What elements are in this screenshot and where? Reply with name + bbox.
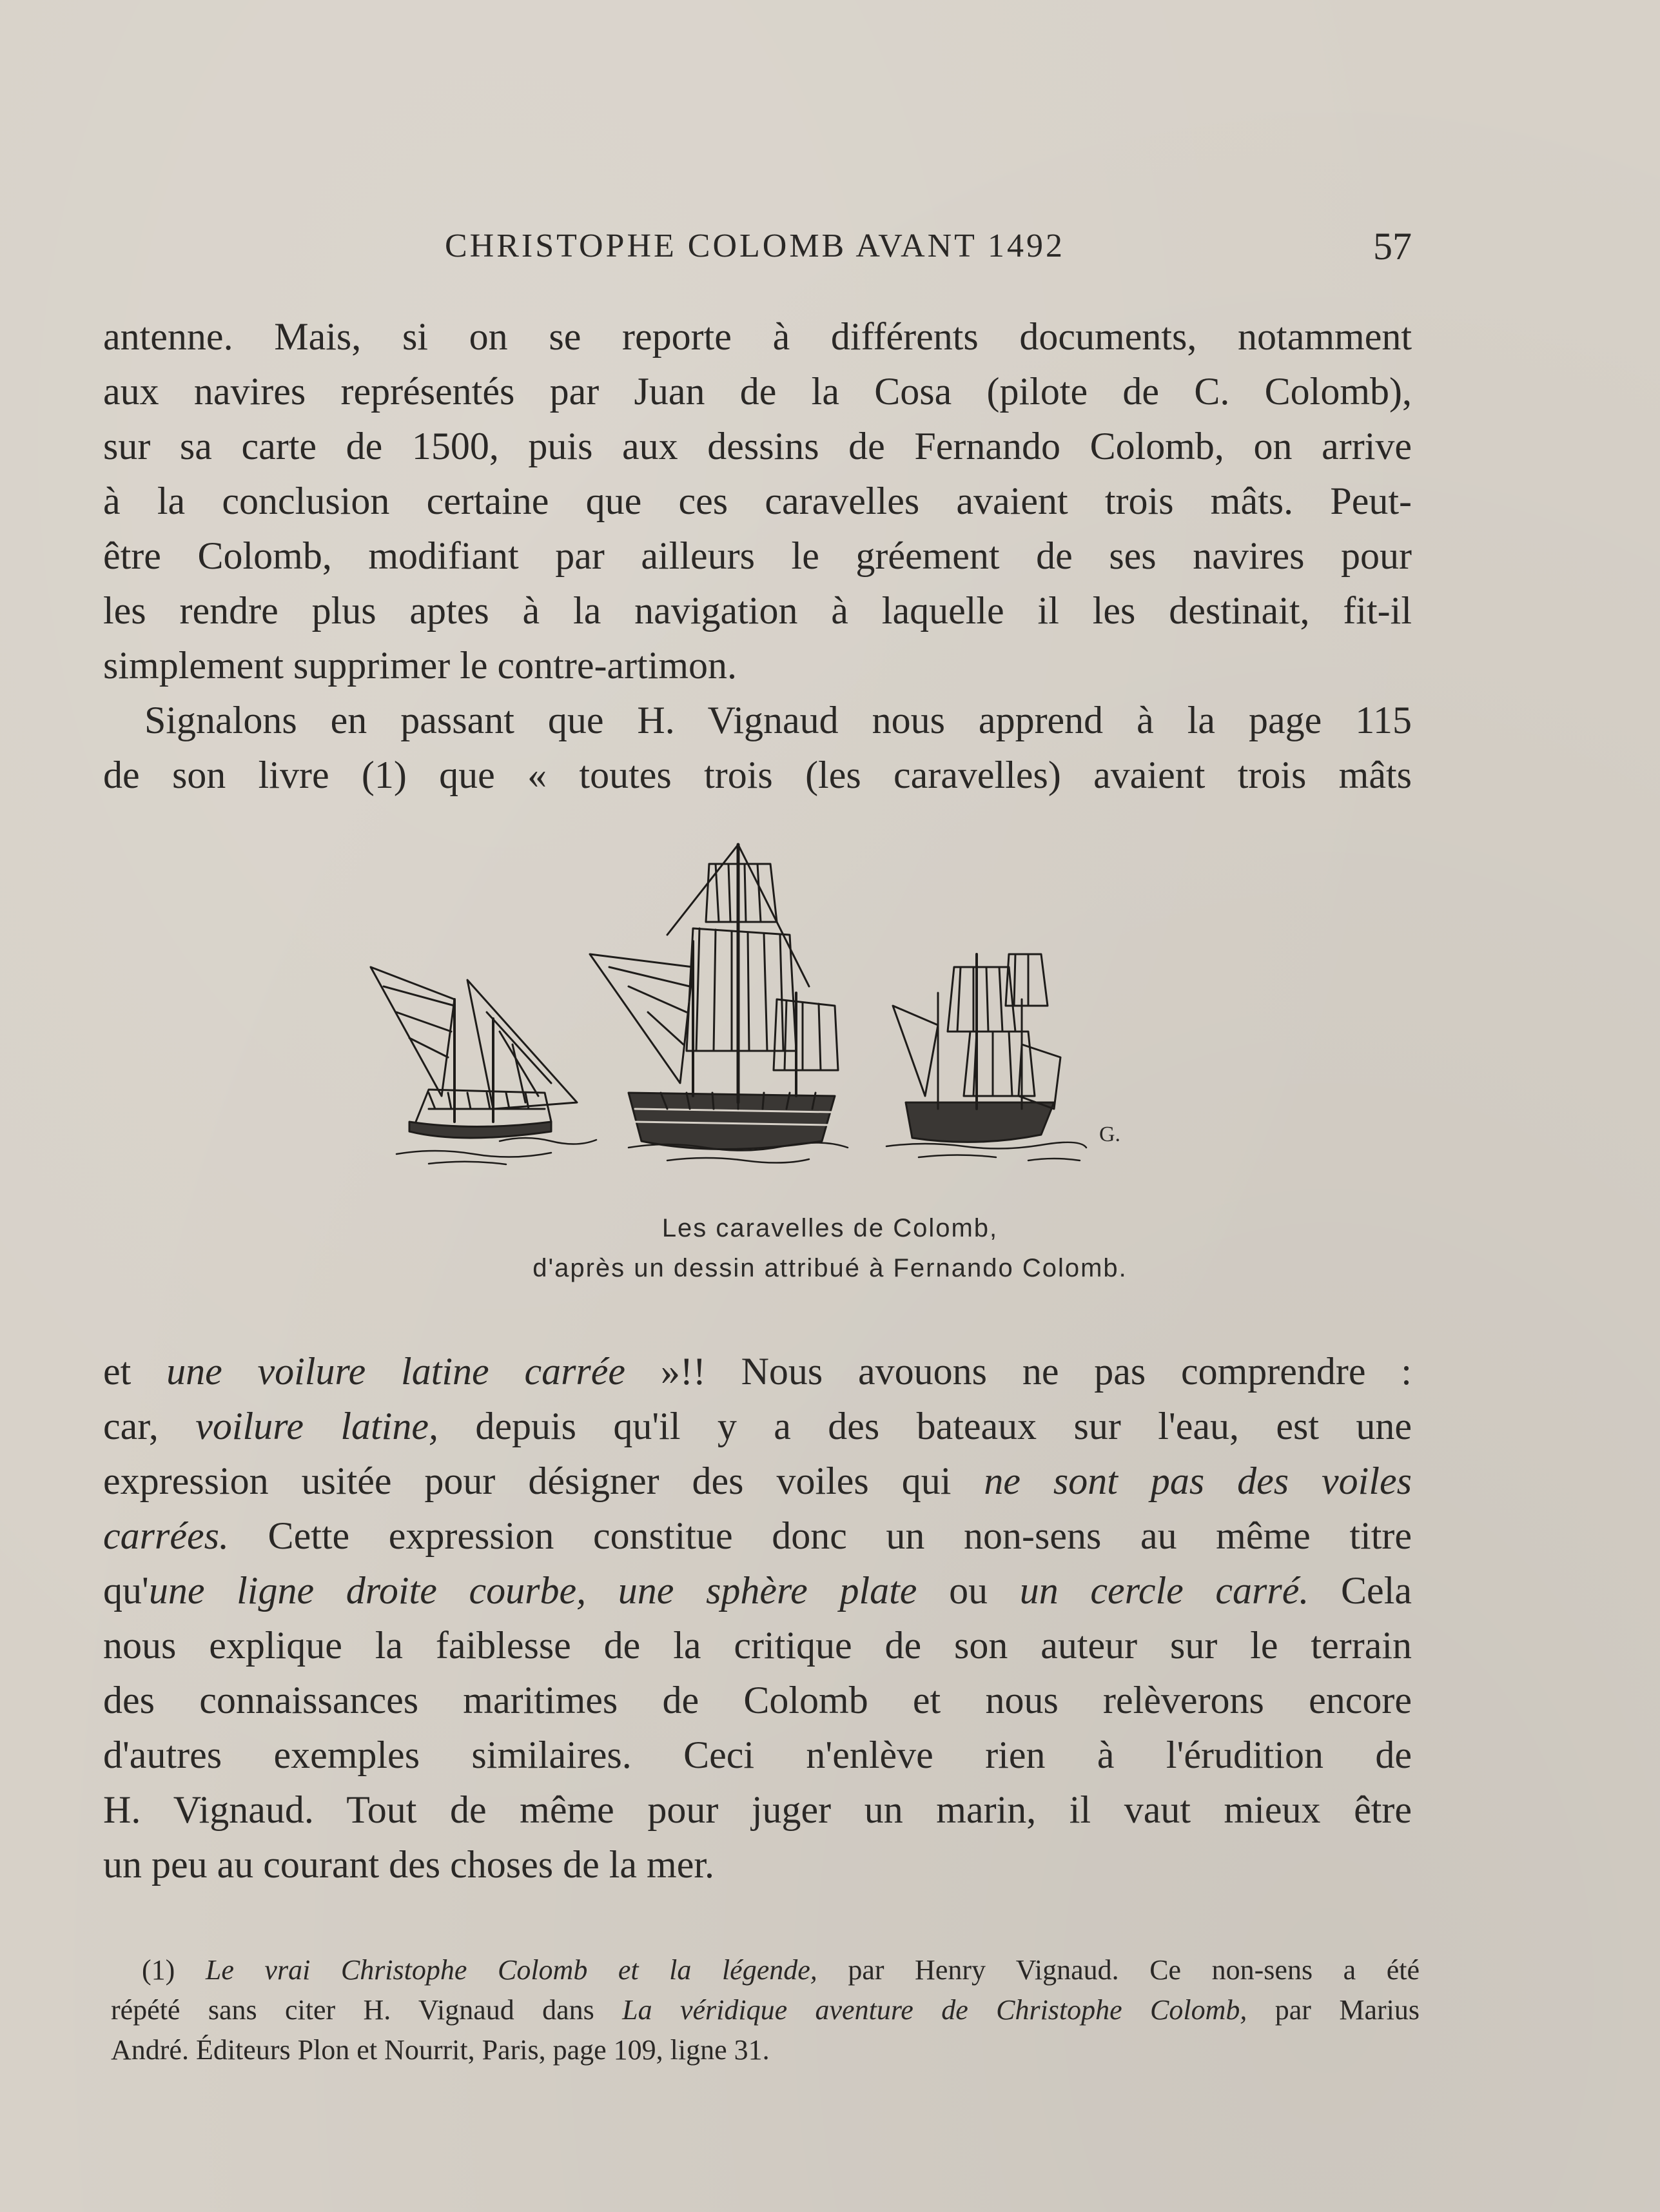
text-run: qu' xyxy=(103,1569,149,1612)
text-run: et xyxy=(103,1350,167,1393)
paragraph-line xyxy=(103,1509,1412,1563)
paragraph-line: d'autres exemples similaires. Ceci n'enlève rien à l'érudition de xyxy=(103,1734,1412,1776)
footnote-line xyxy=(111,1990,1420,2030)
text-run: par Marius xyxy=(1247,1994,1420,2026)
paragraph-line: des connaissances maritimes de Colomb et nous relèverons encore xyxy=(103,1679,1412,1721)
left-caravel-drawing xyxy=(371,967,577,1138)
paragraph-line: à la conclusion certaine que ces caravelles avaient trois mâts. Peut- xyxy=(103,480,1412,522)
footnote-line: André. Éditeurs Plon et Nourrit, Paris, page 109, ligne 31. xyxy=(111,2034,770,2066)
paragraph-line: aux navires représentés par Juan de la Cosa (pilote de C. Colomb), xyxy=(103,370,1412,413)
italic-run: voilure latine, xyxy=(195,1405,438,1447)
text-run: Cette expression constitue donc un non-sens au même titre xyxy=(228,1514,1412,1557)
page-number: 57 xyxy=(1373,225,1412,268)
paragraph-line: antenne. Mais, si on se reporte à différents documents, notamment xyxy=(103,315,1412,358)
footnote xyxy=(111,1950,1420,2070)
italic-run: La véridique aventure de Christophe Colomb, xyxy=(622,1994,1247,2026)
italic-run: une voilure latine carrée xyxy=(166,1350,626,1393)
italic-run: une ligne droite courbe, une sphère plate xyxy=(148,1569,917,1612)
paragraph-line: H. Vignaud. Tout de même pour juger un marin, il vaut mieux être xyxy=(103,1788,1412,1831)
paragraph-line: de son livre (1) que « toutes trois (les caravelles) avaient trois mâts xyxy=(103,754,1412,796)
figure-caption-line-2: d'après un dessin attribué à Fernando Colomb. xyxy=(532,1254,1128,1282)
paragraph-1 xyxy=(103,309,1412,693)
text-run: Cela xyxy=(1309,1569,1412,1612)
paragraph-line: un peu au courant des choses de la mer. xyxy=(103,1843,715,1886)
right-caravel-drawing xyxy=(893,954,1060,1142)
paragraph-line: sur sa carte de 1500, puis aux dessins de Fernando Colomb, on arrive xyxy=(103,425,1412,467)
paragraph-3 xyxy=(103,1344,1412,1892)
paragraph-line: Signalons en passant que H. Vignaud nous apprend à la page 115 xyxy=(144,699,1412,741)
text-run: répété sans citer H. Vignaud dans xyxy=(111,1994,623,2026)
caravels-illustration xyxy=(358,838,1144,1186)
paragraph-line xyxy=(103,1399,1412,1454)
text-run: par Henry Vignaud. Ce non-sens a été xyxy=(817,1954,1420,1986)
paragraph-line xyxy=(103,1454,1412,1509)
footnote-line xyxy=(111,1950,1420,1990)
running-title: CHRISTOPHE COLOMB AVANT 1492 xyxy=(445,228,1066,264)
running-head xyxy=(103,227,1412,279)
italic-run: un cercle carré. xyxy=(1019,1569,1309,1612)
paragraph-line: nous explique la faiblesse de la critique de son auteur sur le terrain xyxy=(103,1624,1412,1667)
text-run: depuis qu'il y a des bateaux sur l'eau, est une xyxy=(438,1405,1412,1447)
text-run: »!! Nous avouons ne pas comprendre : xyxy=(625,1350,1412,1393)
text-run: ou xyxy=(917,1569,1020,1612)
text-run: car, xyxy=(103,1405,196,1447)
paragraph-2 xyxy=(103,693,1412,803)
figure-caption-line-1: Les caravelles de Colomb, xyxy=(661,1214,999,1242)
artist-mark: G. xyxy=(1099,1122,1121,1146)
paragraph-line: les rendre plus aptes à la navigation à laquelle il les destinait, fit-il xyxy=(103,589,1412,632)
paragraph-line xyxy=(103,1344,1412,1399)
middle-caravel-drawing xyxy=(590,845,838,1150)
italic-run: ne sont pas des voiles xyxy=(984,1460,1412,1502)
text-run: expression usitée pour désigner des voiles qui xyxy=(103,1460,984,1502)
italic-run: Le vrai Christophe Colomb et la légende, xyxy=(205,1954,817,1986)
paragraph-line: simplement supprimer le contre-artimon. xyxy=(103,644,737,687)
footnote-marker: (1) xyxy=(142,1954,206,1986)
paragraph-line: être Colomb, modifiant par ailleurs le gréement de ses navires pour xyxy=(103,534,1412,577)
paragraph-line xyxy=(103,1563,1412,1618)
italic-run: carrées. xyxy=(103,1514,229,1557)
